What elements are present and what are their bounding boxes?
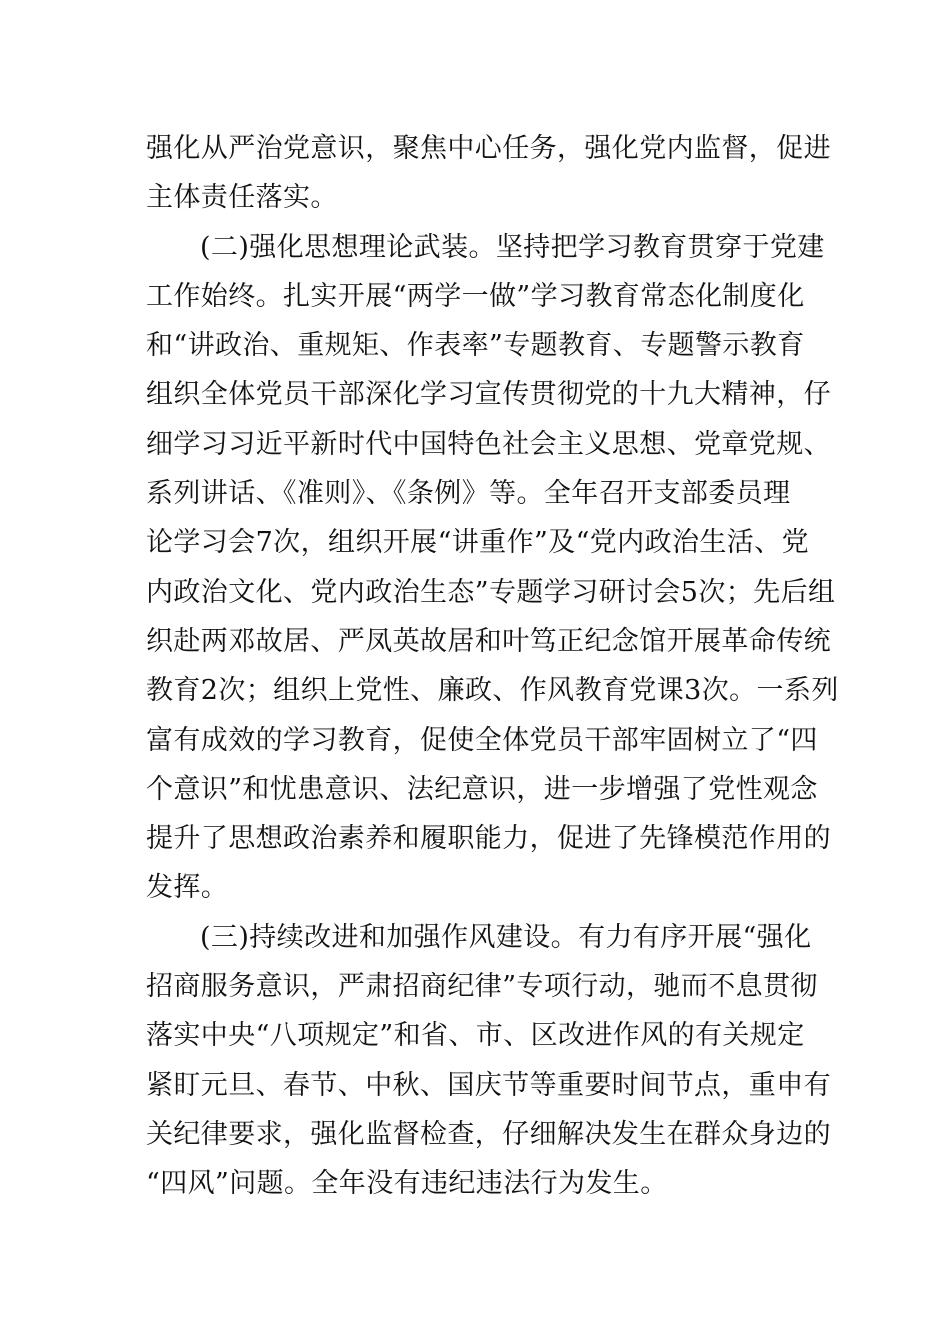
text-line: 教育2次；组织上党性、廉政、作风教育党课3次。一系列	[146, 675, 839, 707]
text-line: 紧盯元旦、春节、中秋、国庆节等重要时间节点，重申有	[146, 1069, 831, 1101]
text-line: 富有成效的学习教育，促使全体党员干部牢固树立了“四	[146, 724, 818, 756]
text-line: 细学习习近平新时代中国特色社会主义思想、党章党规、	[146, 428, 831, 460]
text-line: 招商服务意识，严肃招商纪律”专项行动，驰而不息贯彻	[146, 971, 818, 1003]
text-line: 工作始终。扎实开展“两学一做”学习教育常态化制度化	[146, 280, 805, 312]
text-line: 组织全体党员干部深化学习宣传贯彻党的十九大精神，仔	[146, 379, 831, 411]
text-line: 落实中央“八项规定”和省、市、区改进作风的有关规定	[146, 1020, 805, 1052]
body-text	[146, 124, 839, 1209]
text-line: 内政治文化、党内政治生态”专题学习研讨会5次；先后组	[146, 576, 836, 608]
section-heading-line: (二)强化思想理论武装。坚持把学习教育贯穿于党建	[200, 231, 825, 263]
text-line: 系列讲话、《准则》、《条例》等。全年召开支部委员理	[146, 478, 791, 510]
section-heading-line: (三)持续改进和加强作风建设。有力有序开展“强化	[200, 921, 812, 953]
text-line: 发挥。	[146, 872, 229, 904]
text-line: 织赴两邓故居、严凤英故居和叶笃正纪念馆开展革命传统	[146, 625, 831, 657]
text-line: 关纪律要求，强化监督检查，仔细解决发生在群众身边的	[146, 1118, 831, 1150]
text-line: 主体责任落实。	[146, 182, 338, 214]
text-line: 提升了思想政治素养和履职能力，促进了先锋模范作用的	[146, 823, 831, 855]
text-line: 强化从严治党意识，聚焦中心任务，强化党内监督，促进	[146, 133, 831, 164]
text-line: 论学习会7次，组织开展“讲重作”及“党内政治生活、党	[146, 527, 809, 559]
text-line: “四风”问题。全年没有违纪违法行为发生。	[146, 1168, 668, 1200]
text-line: 和“讲政治、重规矩、作表率”专题教育、专题警示教育	[146, 330, 805, 362]
text-line: 个意识”和忧患意识、法纪意识，进一步增强了党性观念	[146, 773, 818, 805]
